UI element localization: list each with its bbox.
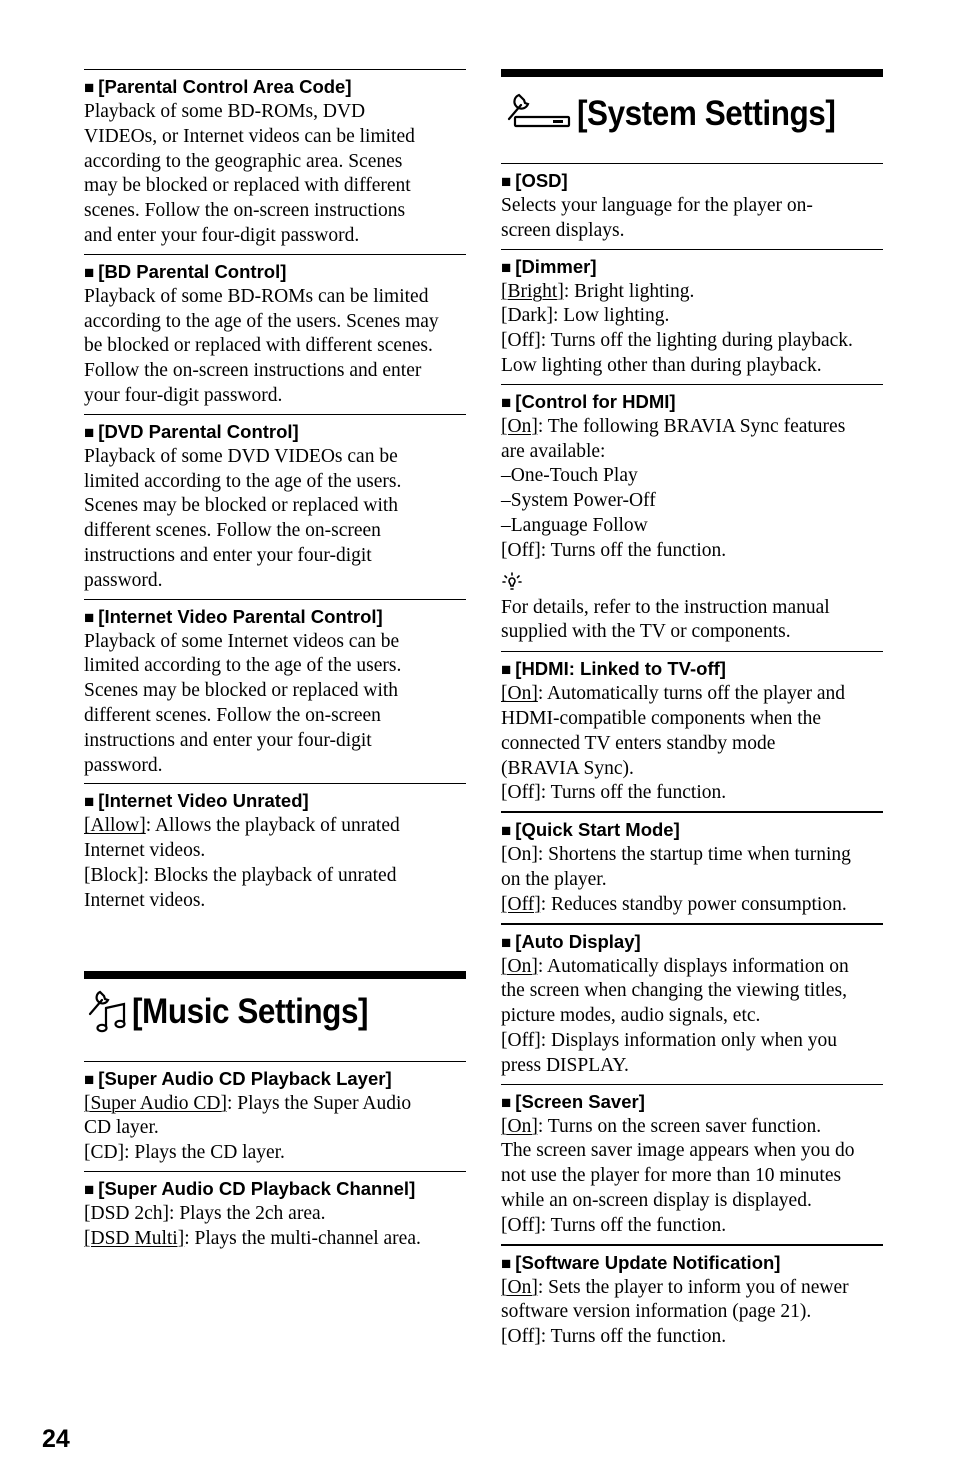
setting-description: [501, 682, 883, 806]
right-sections: [501, 163, 883, 1350]
line-text: HDMI-compatible components when the: [501, 707, 822, 729]
body-line: [501, 1325, 883, 1350]
system-settings-banner: [501, 69, 883, 151]
body-line: [501, 757, 883, 782]
setting-title: [501, 255, 883, 280]
setting-title-text: [Super Audio CD Playback Channel]: [98, 1177, 416, 1199]
line-text: Scenes may be blocked or replaced with: [84, 680, 399, 702]
setting-description: [501, 280, 883, 379]
body-line: [501, 1115, 883, 1140]
line-text: : Automatically displays information on: [537, 955, 849, 977]
setting-title-text: [Internet Video Parental Control]: [98, 605, 383, 627]
bullet-square-icon: ■: [84, 1069, 95, 1089]
body-line: [84, 199, 466, 224]
setting-title: [84, 260, 466, 285]
setting-title: [84, 75, 466, 100]
body-line: [501, 955, 883, 980]
line-text: the screen when changing the viewing titles,: [501, 980, 848, 1002]
body-line: [84, 519, 466, 544]
setting-title-text: [Internet Video Unrated]: [98, 790, 309, 812]
line-text: limited according to the age of the users.: [84, 470, 402, 492]
line-text: Selects your language for the player on-: [501, 195, 813, 216]
line-text: press DISPLAY.: [501, 1054, 629, 1076]
line-text: Follow the on-screen instructions and enter: [84, 360, 422, 382]
setting-description: [84, 285, 466, 409]
setting-section: [501, 163, 883, 244]
body-line: [501, 893, 883, 918]
setting-title-text: [Auto Display]: [515, 930, 641, 952]
setting-section: [84, 1171, 466, 1252]
setting-description: [84, 100, 466, 249]
body-line: [501, 1029, 883, 1054]
line-text: be blocked or replaced with different scenes.: [84, 335, 433, 357]
setting-title-text: [Quick Start Mode]: [515, 819, 680, 841]
setting-section: [84, 414, 466, 594]
bullet-square-icon: ■: [501, 257, 512, 277]
setting-description: [501, 194, 883, 244]
music-settings-icon: [84, 984, 132, 1039]
bullet-square-icon: ■: [501, 932, 512, 952]
default-option: [On]: [501, 955, 538, 977]
line-text: Scenes may be blocked or replaced with: [84, 495, 399, 517]
line-text: instructions and enter your four-digit: [84, 544, 372, 566]
line-text: (BRAVIA Sync).: [501, 757, 634, 779]
setting-title: [84, 1177, 466, 1202]
default-option: [On]: [501, 1276, 538, 1298]
bullet-square-icon: ■: [501, 1253, 512, 1273]
setting-section: [84, 254, 466, 409]
line-text: : Allows the playback of unrated: [145, 815, 400, 837]
body-line: [501, 489, 883, 514]
line-text: are available:: [501, 440, 606, 462]
setting-section: [501, 1084, 883, 1239]
setting-title: [501, 930, 883, 955]
body-line: [84, 334, 466, 359]
line-text: [Off]: Turns off the lighting during playback.: [501, 330, 853, 352]
body-line: [501, 1276, 883, 1301]
setting-title: [84, 605, 466, 630]
line-text: on the player.: [501, 868, 607, 890]
line-text: different scenes. Follow the on-screen: [84, 520, 381, 542]
setting-section: [84, 783, 466, 913]
line-text: your four-digit password.: [84, 384, 283, 406]
line-text: [Off]: Turns off the function.: [501, 1326, 727, 1348]
setting-title-text: [Screen Saver]: [515, 1090, 645, 1112]
line-text: [DSD 2ch]: Plays the 2ch area.: [84, 1202, 326, 1224]
body-line: [501, 1300, 883, 1325]
body-line: [501, 1214, 883, 1239]
music-sections: [84, 1061, 466, 1252]
setting-title-text: [OSD]: [515, 170, 568, 191]
line-text: [Block]: Blocks the playback of unrated: [84, 864, 397, 886]
body-line: [84, 310, 466, 335]
line-text: password.: [84, 754, 163, 776]
bullet-square-icon: ■: [84, 78, 95, 97]
line-text: : Plays the multi-channel area.: [184, 1227, 421, 1249]
tip-note: [501, 572, 883, 646]
body-line: [501, 1164, 883, 1189]
default-option: [On]: [501, 415, 538, 437]
body-line: [501, 1004, 883, 1029]
body-line: [84, 285, 466, 310]
body-line: [84, 1116, 466, 1141]
line-text: [Off]: Turns off the function.: [501, 1214, 727, 1236]
line-text: [On]: Shortens the startup time when turning: [501, 844, 851, 866]
setting-title-text: [Software Update Notification]: [515, 1251, 781, 1273]
system-settings-icon: [501, 89, 577, 140]
line-text: For details, refer to the instruction manual: [501, 596, 830, 618]
setting-description: [84, 1202, 466, 1252]
setting-section: [84, 69, 466, 249]
body-line: [501, 979, 883, 1004]
body-line: [501, 219, 883, 244]
line-text: connected TV enters standby mode: [501, 732, 776, 754]
body-line: [84, 445, 466, 470]
body-line: [501, 539, 883, 564]
bullet-square-icon: ■: [84, 607, 95, 627]
left-column: [84, 69, 466, 1257]
body-line: [501, 596, 883, 621]
body-line: [84, 729, 466, 754]
body-line: [84, 1227, 466, 1252]
line-text: VIDEOs, or Internet videos can be limited: [84, 125, 415, 147]
line-text: Playback of some Internet videos can be: [84, 630, 400, 652]
setting-section: [84, 599, 466, 779]
line-text: may be blocked or replaced with different: [84, 175, 411, 197]
default-option: [DSD Multi]: [84, 1227, 185, 1249]
line-text: different scenes. Follow the on-screen: [84, 704, 381, 726]
line-text: : Bright lighting.: [563, 280, 695, 302]
line-text: Low lighting other than during playback.: [501, 354, 822, 376]
line-text: [Off]: Turns off the function.: [501, 539, 727, 561]
body-line: [501, 1139, 883, 1164]
system-settings-title: [System Settings]: [577, 94, 836, 133]
body-line: [84, 359, 466, 384]
music-settings-banner: [84, 971, 466, 1045]
body-line: [501, 440, 883, 465]
line-text: Internet videos.: [84, 840, 206, 862]
setting-title-text: [Control for HDMI]: [515, 390, 676, 412]
setting-title: [501, 169, 883, 194]
line-text: [Off]: Displays information only when you: [501, 1029, 837, 1051]
bullet-square-icon: ■: [501, 660, 512, 680]
body-line: [501, 514, 883, 539]
setting-section: [501, 651, 883, 806]
default-option: [On]: [501, 1115, 538, 1137]
bullet-square-icon: ■: [84, 262, 95, 282]
body-line: [84, 679, 466, 704]
body-line: [84, 470, 466, 495]
body-line: [84, 494, 466, 519]
bullet-square-icon: ■: [84, 1179, 95, 1199]
setting-title-text: [DVD Parental Control]: [98, 420, 299, 442]
body-line: [84, 384, 466, 409]
page-number: 24: [42, 1425, 70, 1453]
body-line: [84, 754, 466, 779]
setting-section: [501, 384, 883, 645]
body-line: [501, 732, 883, 757]
default-option: [Super Audio CD]: [84, 1092, 227, 1114]
line-text: picture modes, audio signals, etc.: [501, 1005, 761, 1027]
setting-title-text: [HDMI: Linked to TV-off]: [515, 658, 726, 680]
line-text: : Plays the Super Audio: [227, 1092, 412, 1114]
line-text: not use the player for more than 10 minutes: [501, 1165, 842, 1187]
setting-description: [501, 1115, 883, 1239]
body-line: [84, 100, 466, 125]
body-line: [84, 704, 466, 729]
setting-description: [501, 1276, 883, 1350]
body-line: [84, 174, 466, 199]
setting-section: [501, 1244, 883, 1350]
line-text: : Reduces standby power consumption.: [540, 893, 847, 915]
line-text: software version information (page 21).: [501, 1301, 812, 1323]
line-text: : The following BRAVIA Sync features: [537, 415, 846, 437]
setting-section: [501, 811, 883, 917]
setting-title: [501, 1251, 883, 1276]
body-line: [501, 304, 883, 329]
setting-description: [84, 445, 466, 594]
body-line: [84, 1202, 466, 1227]
line-text: : Turns on the screen saver function.: [537, 1115, 822, 1137]
left-sections: [84, 69, 466, 914]
line-text: Playback of some DVD VIDEOs can be: [84, 445, 398, 467]
setting-title: [501, 1090, 883, 1115]
body-line: [501, 868, 883, 893]
body-line: [501, 707, 883, 732]
line-text: Playback of some BD-ROMs, DVD: [84, 101, 366, 122]
setting-description: [84, 1092, 466, 1166]
body-line: [84, 569, 466, 594]
tip-bulb-icon: [501, 572, 883, 596]
setting-title: [84, 1067, 466, 1092]
bullet-square-icon: ■: [501, 821, 512, 841]
line-text: : Sets the player to inform you of newer: [537, 1276, 849, 1298]
line-text: [CD]: Plays the CD layer.: [84, 1142, 285, 1164]
setting-title: [501, 390, 883, 415]
setting-description: [84, 814, 466, 913]
setting-title-text: [Parental Control Area Code]: [98, 76, 352, 97]
body-line: [84, 864, 466, 889]
line-text: according to the geographic area. Scenes: [84, 150, 403, 172]
line-text: [Off]: Turns off the function.: [501, 782, 727, 804]
bullet-square-icon: ■: [501, 1092, 512, 1112]
default-option: [Allow]: [84, 815, 146, 837]
setting-section: [84, 1061, 466, 1166]
body-line: [84, 125, 466, 150]
body-line: [501, 843, 883, 868]
line-text: –System Power-Off: [501, 490, 656, 512]
line-text: –Language Follow: [501, 514, 648, 536]
line-text: Internet videos.: [84, 889, 206, 911]
body-line: [501, 280, 883, 305]
bullet-square-icon: ■: [501, 392, 512, 412]
body-line: [501, 781, 883, 806]
setting-description: [501, 415, 883, 564]
line-text: Playback of some BD-ROMs can be limited: [84, 285, 429, 307]
line-text: and enter your four-digit password.: [84, 224, 360, 246]
setting-title: [501, 818, 883, 843]
setting-description: [501, 955, 883, 1079]
bullet-square-icon: ■: [84, 422, 95, 442]
body-line: [84, 150, 466, 175]
body-line: [84, 814, 466, 839]
line-text: password.: [84, 569, 163, 591]
setting-title: [84, 420, 466, 445]
body-line: [501, 1189, 883, 1214]
setting-title-text: [Dimmer]: [515, 255, 597, 277]
line-text: limited according to the age of the users.: [84, 655, 402, 677]
default-option: [Off]: [501, 893, 541, 915]
body-line: [501, 329, 883, 354]
bullet-square-icon: ■: [501, 172, 512, 191]
body-line: [501, 682, 883, 707]
setting-description: [501, 843, 883, 917]
line-text: : Automatically turns off the player and: [537, 683, 846, 705]
body-line: [501, 1054, 883, 1079]
body-line: [84, 654, 466, 679]
body-line: [501, 415, 883, 440]
setting-section: [501, 249, 883, 379]
setting-title: [501, 657, 883, 682]
line-text: CD layer.: [84, 1117, 159, 1139]
body-line: [84, 839, 466, 864]
line-text: scenes. Follow the on-screen instructions: [84, 200, 406, 222]
setting-title-text: [BD Parental Control]: [98, 260, 287, 282]
line-text: according to the age of the users. Scenes may: [84, 310, 439, 332]
line-text: –One-Touch Play: [501, 465, 638, 487]
setting-description: [84, 630, 466, 779]
body-line: [84, 630, 466, 655]
line-text: [Dark]: Low lighting.: [501, 305, 670, 327]
body-line: [84, 544, 466, 569]
line-text: screen displays.: [501, 219, 625, 241]
body-line: [84, 224, 466, 249]
body-line: [501, 194, 883, 219]
default-option: [Bright]: [501, 280, 564, 302]
line-text: instructions and enter your four-digit: [84, 729, 372, 751]
body-line: [84, 889, 466, 914]
line-text: supplied with the TV or components.: [501, 621, 791, 643]
body-line: [84, 1092, 466, 1117]
body-line: [501, 464, 883, 489]
line-text: The screen saver image appears when you do: [501, 1140, 855, 1162]
bullet-square-icon: ■: [84, 792, 95, 812]
body-line: [501, 354, 883, 379]
music-settings-title: [Music Settings]: [132, 991, 369, 1031]
body-line: [84, 1141, 466, 1166]
right-column: [501, 69, 883, 1355]
line-text: while an on-screen display is displayed.: [501, 1189, 812, 1211]
setting-title-text: [Super Audio CD Playback Layer]: [98, 1067, 392, 1089]
body-line: [501, 620, 883, 645]
default-option: [On]: [501, 683, 538, 705]
setting-title: [84, 789, 466, 814]
setting-section: [501, 923, 883, 1079]
